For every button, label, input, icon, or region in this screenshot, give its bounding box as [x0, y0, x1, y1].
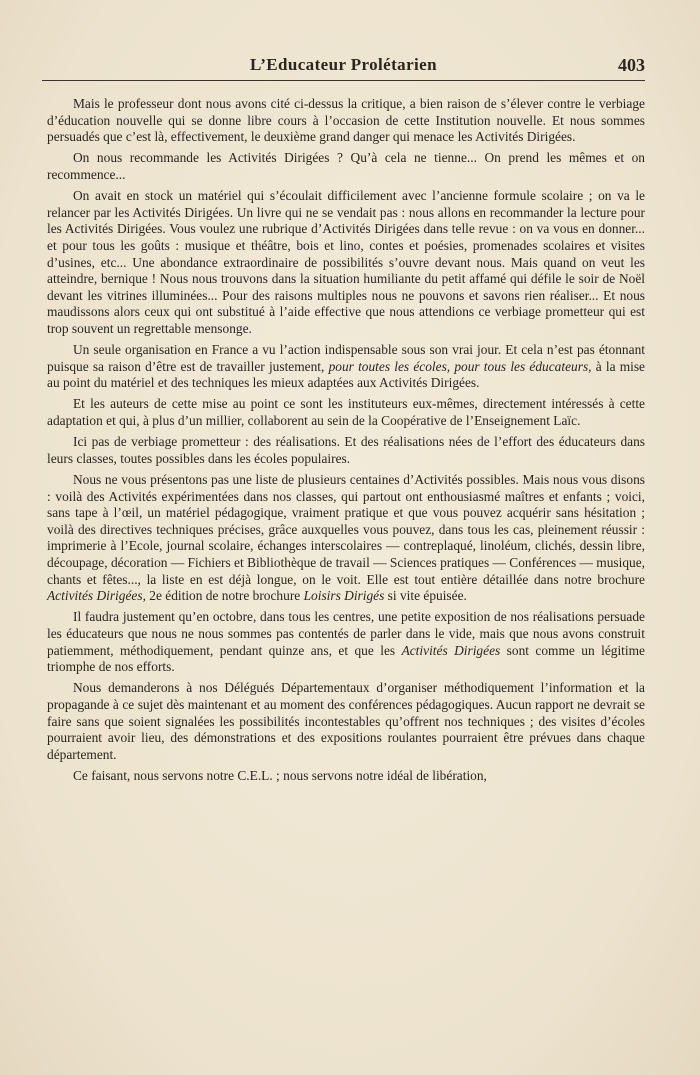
paragraph: Nous demanderons à nos Délégués Départementaux d’organiser méthodiquement l’information et la propagande à ce sujet dès maintenant et au moment des conférences pédagogiques. Aucun rapport ne devrait se faire sans que soient signalées les possibilités incontestables qu’offrent nos techniques ; des visites d’écoles pourraient avoir lieu, des démonstrations et des expositions roulantes pourraient être prévues dans chaque département. — [47, 680, 645, 762]
paragraph — [47, 472, 645, 605]
paragraph: On avait en stock un matériel qui s’écoulait difficilement avec l’ancienne formule scolaire ; on va le relancer par les Activités Dirigées. Un livre qui ne se vendait pas : nous allons en recommander la lecture pour les Activités Dirigées. Vous voulez une rubrique d’Activités Dirigées dans telle revue : on va vous en donner... et pour tous les goûts : musique et théâtre, bois et lino, contes et poésies, promenades scolaires et visites d’usines, etc... Une abondance extraordinaire de possibilités s’ouvre devant nous. Mais quand on veut les atteindre, bernique ! Nous nous trouvons dans la situation humiliante du petit affamé qui défile le soir de Noël devant les vitrines illuminées... Pour des raisons multiples nous ne pouvons et savons rien réaliser... Et nous maudissons alors ceux qui ont substitué à l’aide effective que nous attendions ce verbiage prometteur qui est trop souvent un regrettable mensonge. — [47, 188, 645, 336]
paragraph-text: à la mise au point du matériel et des techniques les mieux adaptées aux Activités Dirigées. — [47, 358, 645, 391]
paragraph: Ce faisant, nous servons notre C.E.L. ; nous servons notre idéal de libération, — [73, 767, 487, 783]
italic-title: Loisirs Dirigés — [303, 588, 385, 604]
paragraph: Et les auteurs de cette mise au point ce sont les instituteurs eux-mêmes, directement intéressés à cette adaptation et qui, à plus d’un millier, collaborent au sein de la Coopérative de l’Enseignement Laïc. — [47, 396, 645, 429]
paragraph: Ici pas de verbiage prometteur : des réalisations. Et des réalisations nées de l’effort des éducateurs dans leurs classes, toutes possibles dans les écoles populaires. — [47, 434, 645, 466]
running-title: L’Educateur Prolétarien — [250, 55, 437, 74]
paragraph: On nous recommande les Activités Dirigées ? Qu’à cela ne tienne... On prend les mêmes et on recommence... — [47, 150, 645, 182]
italic-phrase: pour toutes les écoles, pour tous les éducateurs, — [328, 358, 592, 374]
italic-title: Activités Dirigées, — [47, 588, 146, 604]
italic-phrase: Activités Dirigées — [401, 642, 501, 658]
paragraph-text: sont comme un légitime triomphe de nos efforts. — [47, 642, 645, 675]
paragraph-text: si vite épuisée. — [384, 588, 467, 604]
page-number: 403 — [618, 55, 645, 75]
article-body — [47, 96, 645, 789]
paragraph-text: 2e édition de notre brochure — [145, 588, 304, 604]
paragraph-text: Nous ne vous présentons pas une liste de plusieurs centaines d’Activités possibles. Mais nous vous disons : voilà des Activités expérimentées dans nos classes, qui partout ont enthousiasmé maîtres et enfants ; voici, sans tape à l’œil, un matériel pédagogique, vraiment pratique et que vous pouvez acquérir sans hésitation ; voilà des directives techniques précises, grâce auxquelles vous pouvez, dans tous les cas, pleinement réussir : imprimerie à l’Ecole, journal scolaire, échanges interscolaires — contreplaqué, linoléum, clichés, dessin libre, découpage, décoration — Fichiers et Bibliothèque de travail — Sciences pratiques — Conférences — musique, chants et fêtes..., la liste en est déjà longue, on le voit. Elle est tout entière détaillée dans notre brochure — [47, 472, 645, 587]
paragraph-text: Il faudra justement qu’en octobre, dans tous les centres, une petite exposition de nos réalisations persuade les éducateurs que nous ne nous sommes pas contentés de parler dans le vide, mais que nous avons construit patiemment, méthodiquement, pendant quinze ans, et que les — [47, 609, 645, 658]
paragraph — [47, 342, 645, 392]
paragraph — [47, 609, 645, 675]
paragraph-text: Un seule organisation en France a vu l’action indispensable sous son vrai jour. Et cela n’est pas étonnant puisque sa raison d’être est de travailler justement, — [47, 342, 645, 374]
paragraph: Mais le professeur dont nous avons cité ci-dessus la critique, a bien raison de s’élever contre le verbiage d’éducation nouvelle qui se donne libre cours à l’occasion de cette Institution nouvelle. Et nous sommes persuadés que c’est là, effectivement, le deuxième grand danger qui menace les Activités Dirigées. — [47, 96, 645, 145]
running-header — [42, 52, 645, 81]
